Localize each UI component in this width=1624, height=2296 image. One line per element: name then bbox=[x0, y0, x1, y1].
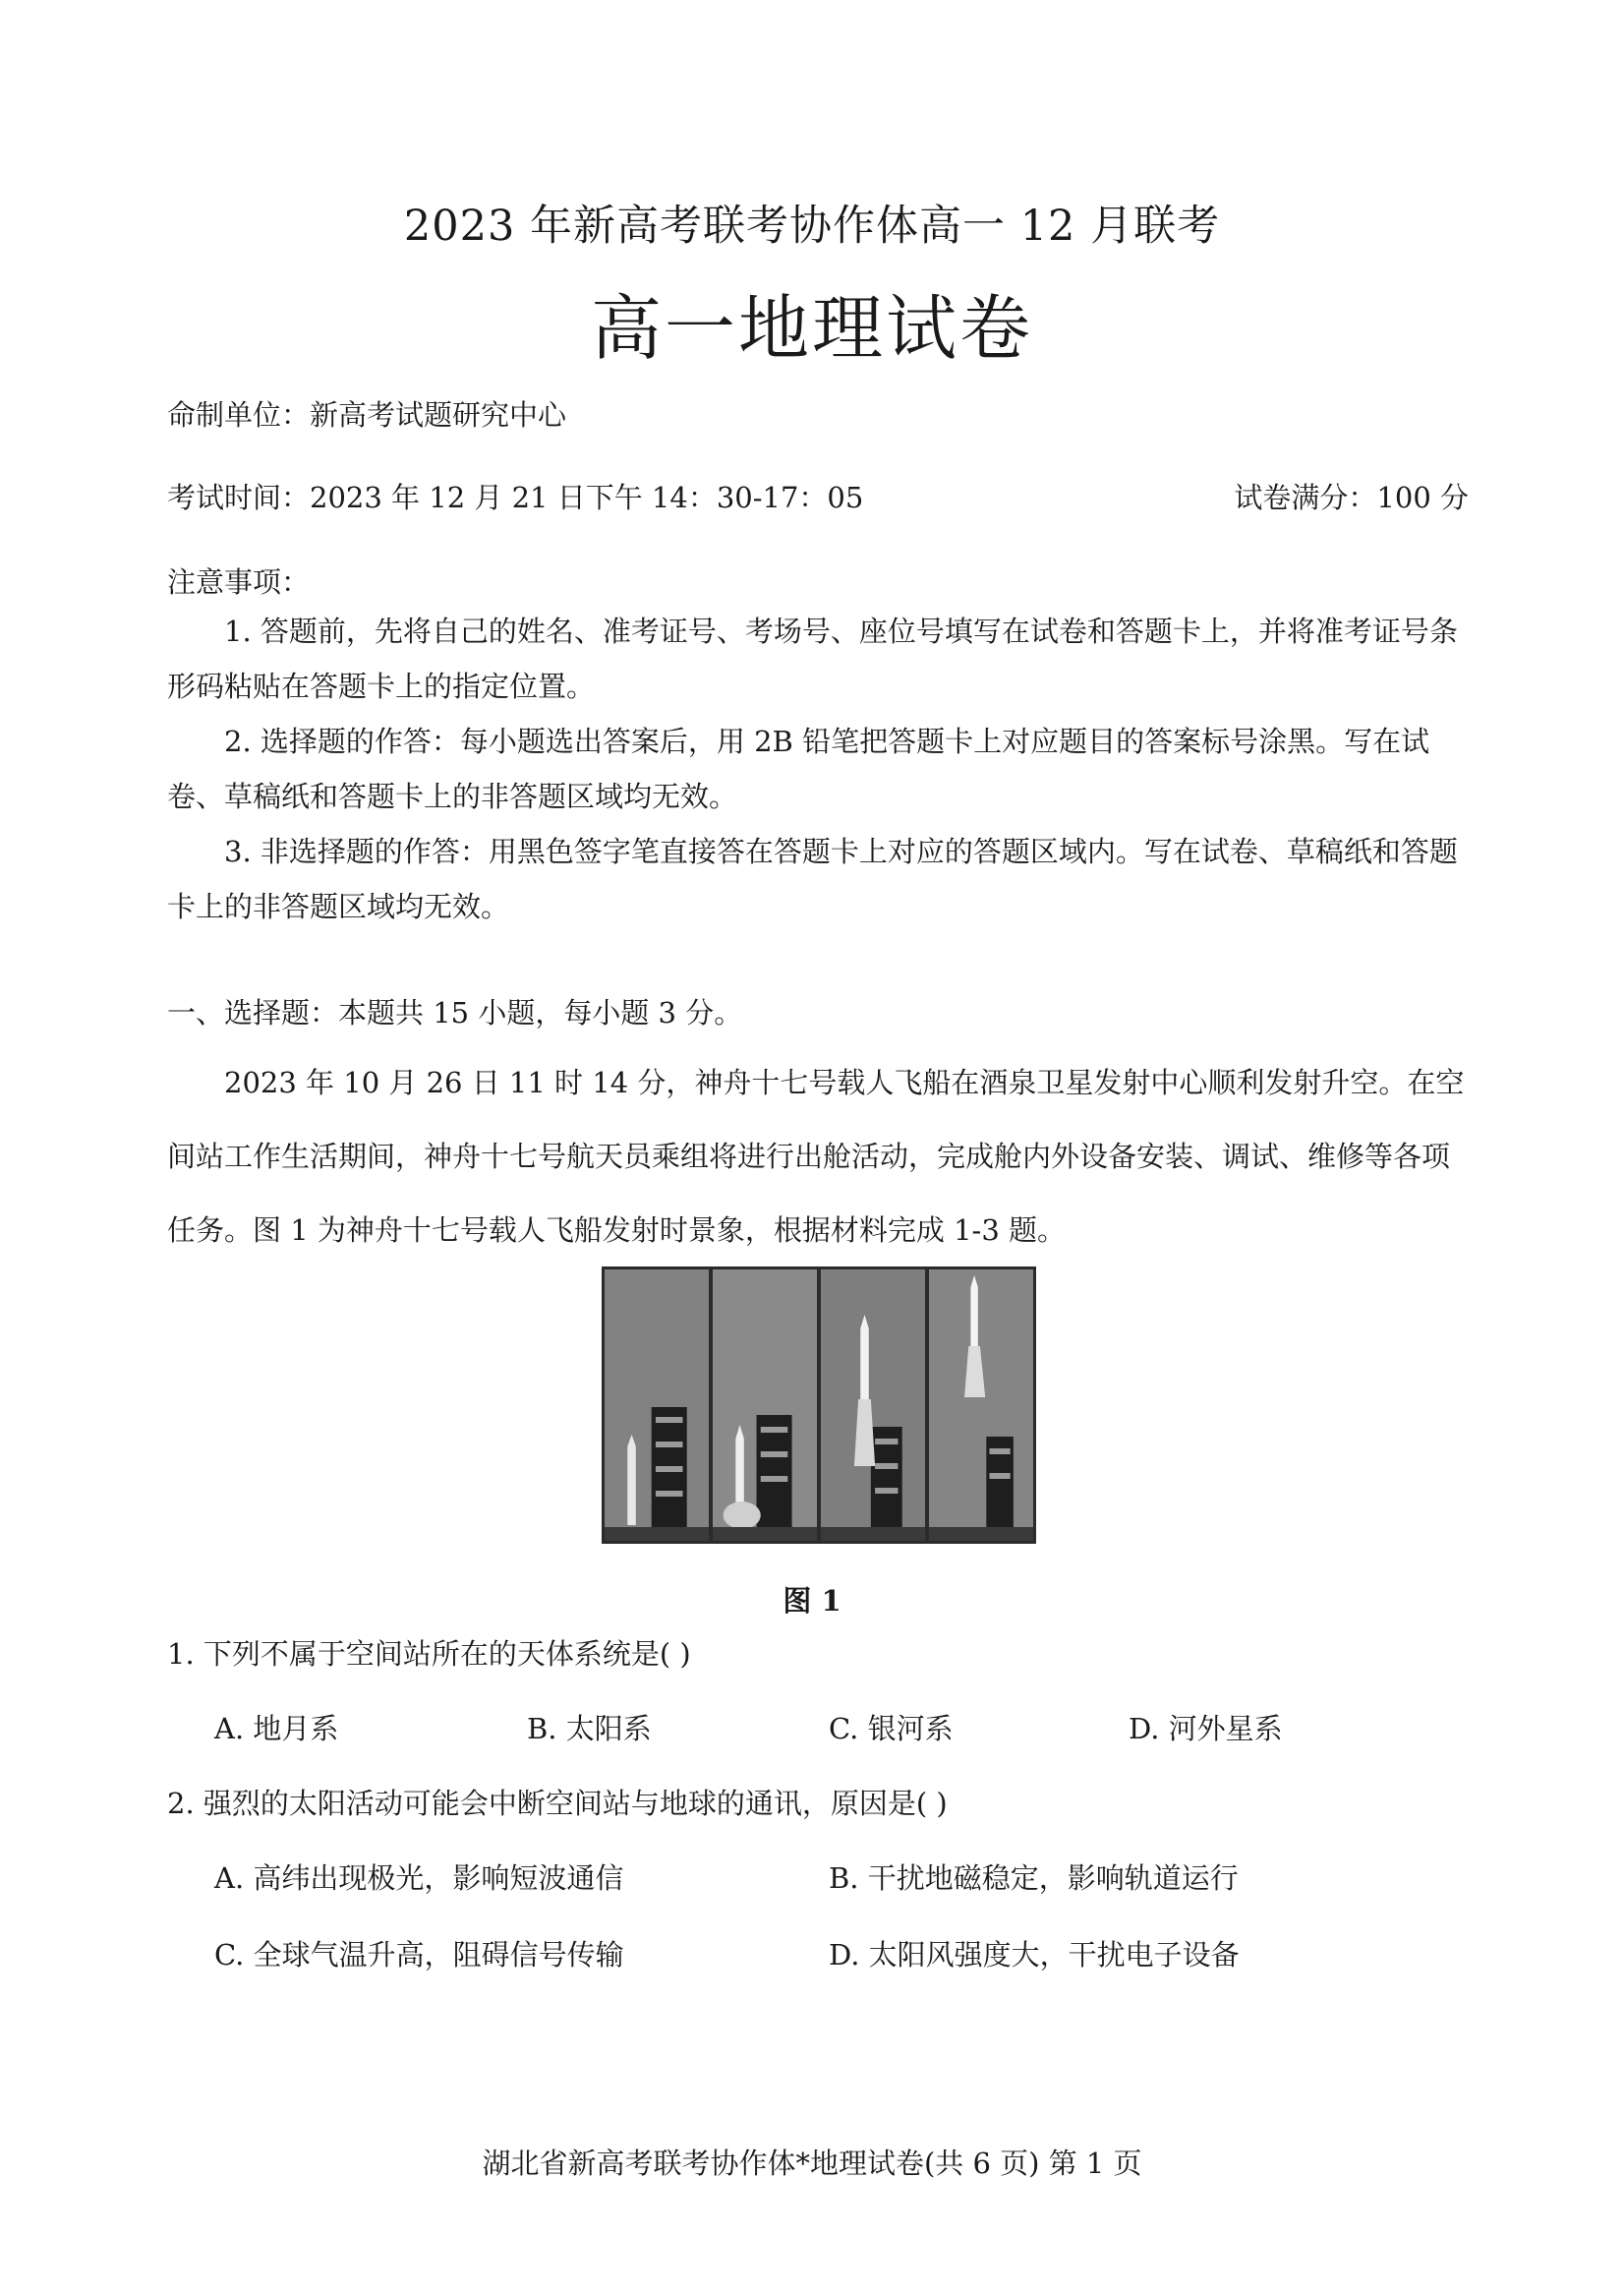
question-2-option-b: B. 干扰地磁稳定，影响轨道运行 bbox=[829, 1861, 1239, 1895]
question-2-stem: 2. 强烈的太阳活动可能会中断空间站与地球的通讯，原因是( ) bbox=[167, 1787, 948, 1820]
launch-photo-panel bbox=[605, 1269, 709, 1541]
question-1-option-c: C. 银河系 bbox=[829, 1712, 954, 1745]
question-1-option-a: A. 地月系 bbox=[214, 1712, 339, 1745]
question-2-option-d: D. 太阳风强度大，干扰电子设备 bbox=[829, 1938, 1240, 1972]
full-score: 试卷满分：100 分 bbox=[1234, 481, 1469, 514]
material-paragraph: 2023 年 10 月 26 日 11 时 14 分，神舟十七号载人飞船在酒泉卫星发射中心顺利发射升空。在空间站工作生活期间，神舟十七号航天员乘组将进行出舱活动，完成舱内外设备安装、调试、维修等各项任务。图 1 为神舟十七号载人飞船发射时景象，根据材料完成 1-3 题。 bbox=[167, 1066, 1465, 1247]
question-1-stem: 1. 下列不属于空间站所在的天体系统是( ) bbox=[167, 1637, 691, 1671]
notice-item-1: 1. 答题前，先将自己的姓名、准考证号、考场号、座位号填写在试卷和答题卡上，并将准考证号条形码粘贴在答题卡上的指定位置。 bbox=[167, 615, 1458, 703]
notice-heading: 注意事项： bbox=[167, 565, 311, 599]
notice-item-2: 2. 选择题的作答：每小题选出答案后，用 2B 铅笔把答题卡上对应题目的答案标号涂黑。写在试卷、草稿纸和答题卡上的非答题区域均无效。 bbox=[167, 725, 1430, 813]
page-footer: 湖北省新高考联考协作体*地理试卷(共 6 页) 第 1 页 bbox=[482, 2147, 1142, 2180]
exam-time: 考试时间：2023 年 12 月 21 日下午 14：30-17：05 bbox=[167, 481, 864, 514]
notice-item-3: 3. 非选择题的作答：用黑色签字笔直接答在答题卡上对应的答题区域内。写在试卷、草稿纸和答题卡上的非答题区域均无效。 bbox=[167, 835, 1458, 923]
question-2-option-c: C. 全球气温升高，阻碍信号传输 bbox=[214, 1938, 624, 1972]
exam-title: 2023 年新高考联考协作体高一 12 月联考 bbox=[403, 202, 1221, 251]
compiler-info: 命制单位：新高考试题研究中心 bbox=[167, 398, 567, 432]
figure-caption: 图 1 bbox=[783, 1584, 841, 1618]
launch-photo-figure bbox=[602, 1266, 1036, 1544]
section-heading: 一、选择题：本题共 15 小题，每小题 3 分。 bbox=[167, 996, 743, 1030]
question-2-option-a: A. 高纬出现极光，影响短波通信 bbox=[214, 1861, 624, 1895]
launch-photo-panel bbox=[821, 1269, 925, 1541]
launch-photo-panel bbox=[713, 1269, 817, 1541]
paper-title: 高一地理试卷 bbox=[590, 287, 1033, 370]
question-1-option-b: B. 太阳系 bbox=[527, 1712, 652, 1745]
launch-photo-panel bbox=[929, 1269, 1033, 1541]
question-1-option-d: D. 河外星系 bbox=[1129, 1712, 1283, 1745]
